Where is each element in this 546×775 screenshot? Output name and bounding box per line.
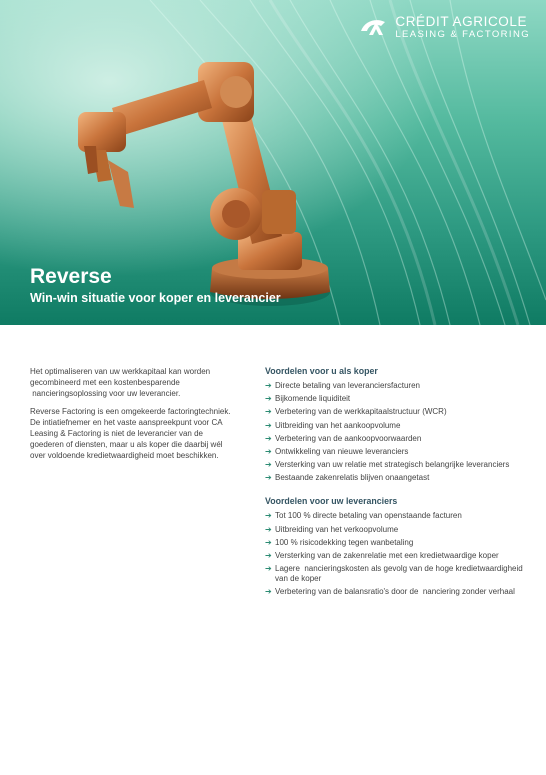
arrow-icon: ➔ xyxy=(265,473,272,483)
hero-banner xyxy=(0,0,546,325)
list-item-text: Uitbreiding van het aankoopvolume xyxy=(275,420,401,430)
ca-logo-icon xyxy=(359,16,389,38)
buyer-benefits-section xyxy=(265,366,535,483)
list-item xyxy=(265,551,535,561)
list-item xyxy=(265,525,535,535)
list-item xyxy=(265,447,535,457)
list-item xyxy=(265,587,535,597)
list-item-text: Verbetering van de werkkapitaalstructuur (WCR) xyxy=(275,407,447,417)
arrow-icon: ➔ xyxy=(265,394,272,404)
arrow-icon: ➔ xyxy=(265,433,272,443)
list-item xyxy=(265,394,535,404)
list-item-text: Ontwikkeling van nieuwe leveranciers xyxy=(275,446,409,456)
arrow-icon: ➔ xyxy=(265,446,272,456)
intro-paragraph: Reverse Factoring is een omgekeerde factoringtechniek. De intiatiefnemer en het vaste aanspreekpunt voor CA Leasing & Factoring is niet de leverancier van de goederen of diensten, maar u als koper die daarbij wél over voldoende kredietwaardigheid moet beschikken. xyxy=(30,407,231,460)
intro-paragraph: Het optimaliseren van uw werkkapitaal kan worden gecombineerd met een kostenbesparende nancieringsoplossing voor uw leverancier. xyxy=(30,367,211,398)
list-item xyxy=(265,421,535,431)
arrow-icon: ➔ xyxy=(265,537,272,547)
list-item xyxy=(265,564,535,584)
list-item xyxy=(265,460,535,470)
list-item-text: Bestaande zakenrelatis blijven onaangetast xyxy=(275,473,430,483)
buyer-benefits-heading: Voordelen voor u als koper xyxy=(265,366,378,376)
arrow-icon: ➔ xyxy=(265,407,272,417)
supplier-benefits-section xyxy=(265,496,535,597)
supplier-benefits-heading: Voordelen voor uw leveranciers xyxy=(265,496,398,507)
page-subtitle: Win-win situatie voor koper en leverancier xyxy=(30,291,281,305)
arrow-icon: ➔ xyxy=(265,550,272,560)
list-item-text: 100 % risicodekking tegen wanbetaling xyxy=(275,537,414,547)
list-item-text: Uitbreiding van het verkoopvolume xyxy=(275,524,399,534)
page-title: Reverse xyxy=(30,265,112,288)
list-item-text: Versterking van de zakenrelatie met een kredietwaardige koper xyxy=(275,550,499,560)
list-item-text: Verbetering van de aankoopvoorwaarden xyxy=(275,433,422,443)
list-item xyxy=(265,538,535,548)
list-item-text: Versterking van uw relatie met strategisch belangrijke leveranciers xyxy=(275,460,510,470)
list-item-text: Tot 100 % directe betaling van openstaande facturen xyxy=(275,511,462,521)
list-item-text: Bijkomende liquiditeit xyxy=(275,394,351,404)
brand-name: CRÉDIT AGRICOLE xyxy=(395,14,528,29)
arrow-icon: ➔ xyxy=(265,420,272,430)
list-item xyxy=(265,407,535,417)
supplier-benefits-list xyxy=(265,511,535,597)
list-item xyxy=(265,511,535,521)
buyer-benefits-list xyxy=(265,381,535,483)
list-item xyxy=(265,381,535,391)
intro-column xyxy=(30,366,235,468)
brand-subname: LEASING & FACTORING xyxy=(395,28,530,40)
arrow-icon: ➔ xyxy=(265,381,272,390)
list-item-text: Lagere nancieringskosten als gevolg van de hoge kredietwaardigheid van de koper xyxy=(275,564,523,584)
arrow-icon: ➔ xyxy=(265,524,272,534)
list-item-text: Verbetering van de balansratio's door de nanciering zonder verhaal xyxy=(275,587,515,597)
brand-logo xyxy=(359,15,530,39)
list-item xyxy=(265,434,535,444)
arrow-icon: ➔ xyxy=(265,460,272,470)
arrow-icon: ➔ xyxy=(265,564,272,574)
arrow-icon: ➔ xyxy=(265,511,272,521)
list-item-text: Directe betaling van leveranciersfacturen xyxy=(275,381,420,390)
benefits-column xyxy=(265,366,535,600)
arrow-icon: ➔ xyxy=(265,587,272,597)
list-item xyxy=(265,473,535,483)
